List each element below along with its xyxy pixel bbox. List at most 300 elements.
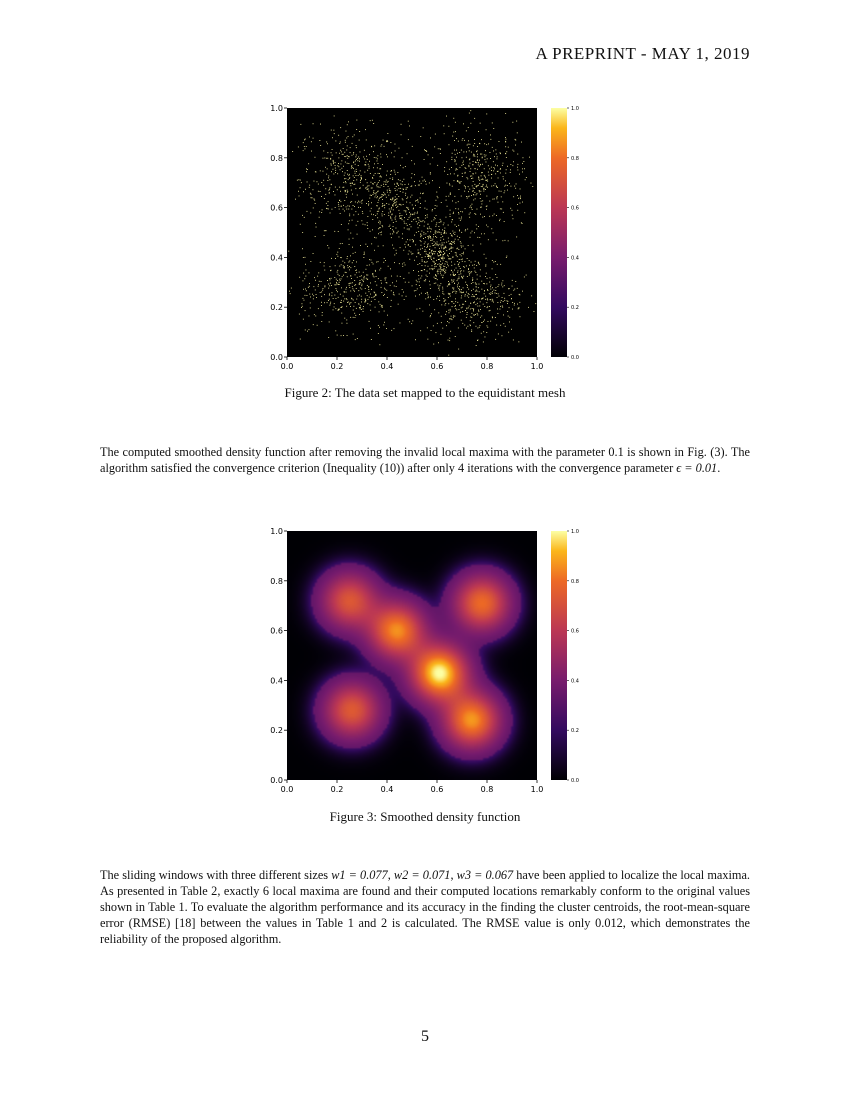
scatter-point xyxy=(470,325,471,326)
scatter-point xyxy=(290,293,291,294)
scatter-point xyxy=(485,150,486,151)
scatter-point xyxy=(339,275,340,276)
scatter-point xyxy=(435,208,436,209)
scatter-point xyxy=(322,315,323,316)
scatter-point xyxy=(436,245,437,246)
scatter-point xyxy=(505,137,506,138)
scatter-point xyxy=(512,210,513,211)
scatter-point xyxy=(384,207,385,208)
scatter-point xyxy=(303,150,304,151)
scatter-point xyxy=(421,183,422,184)
scatter-point xyxy=(427,246,428,247)
scatter-point xyxy=(440,254,441,255)
scatter-point xyxy=(391,290,392,291)
scatter-point xyxy=(455,305,456,306)
scatter-point xyxy=(448,284,449,285)
scatter-point xyxy=(471,262,472,263)
scatter-point xyxy=(352,182,353,183)
scatter-point xyxy=(344,175,345,176)
scatter-point xyxy=(442,257,443,258)
scatter-point xyxy=(476,224,477,225)
scatter-point xyxy=(356,175,357,176)
scatter-point xyxy=(440,273,441,274)
scatter-point xyxy=(428,243,429,244)
scatter-point xyxy=(499,191,500,192)
scatter-point xyxy=(473,188,474,189)
scatter-point xyxy=(463,287,464,288)
scatter-point xyxy=(389,226,390,227)
scatter-point xyxy=(477,313,478,314)
scatter-point xyxy=(473,195,474,196)
scatter-point xyxy=(424,234,425,235)
scatter-point xyxy=(420,236,421,237)
scatter-point xyxy=(433,251,434,252)
scatter-point xyxy=(511,298,512,299)
scatter-point xyxy=(439,266,440,267)
scatter-point xyxy=(343,335,344,336)
scatter-point xyxy=(385,182,386,183)
scatter-point xyxy=(474,188,475,189)
scatter-point xyxy=(456,138,457,139)
scatter-point xyxy=(420,233,421,234)
scatter-point xyxy=(371,182,372,183)
scatter-point xyxy=(522,163,523,164)
scatter-point xyxy=(452,247,453,248)
scatter-point xyxy=(393,232,394,233)
scatter-point xyxy=(342,243,343,244)
scatter-point xyxy=(367,170,368,171)
scatter-point xyxy=(418,202,419,203)
scatter-point xyxy=(473,308,474,309)
scatter-point xyxy=(446,311,447,312)
scatter-point xyxy=(490,299,491,300)
scatter-point xyxy=(318,286,319,287)
scatter-point xyxy=(453,315,454,316)
scatter-point xyxy=(406,202,407,203)
scatter-point xyxy=(442,291,443,292)
scatter-point xyxy=(487,325,488,326)
scatter-point xyxy=(400,180,401,181)
scatter-point xyxy=(342,171,343,172)
scatter-point xyxy=(349,214,350,215)
scatter-point xyxy=(416,284,417,285)
scatter-point xyxy=(344,292,345,293)
scatter-point xyxy=(318,184,319,185)
scatter-point xyxy=(313,253,314,254)
scatter-point xyxy=(382,211,383,212)
scatter-point xyxy=(364,254,365,255)
scatter-point xyxy=(396,199,397,200)
scatter-point xyxy=(460,211,461,212)
scatter-point xyxy=(454,264,455,265)
scatter-point xyxy=(313,324,314,325)
scatter-point xyxy=(431,313,432,314)
scatter-point xyxy=(306,270,307,271)
scatter-point xyxy=(336,279,337,280)
scatter-point xyxy=(305,310,306,311)
scatter-point xyxy=(349,287,350,288)
scatter-point xyxy=(347,299,348,300)
scatter-point xyxy=(465,229,466,230)
scatter-point xyxy=(451,265,452,266)
scatter-point xyxy=(376,185,377,186)
scatter-point xyxy=(338,204,339,205)
scatter-point xyxy=(348,223,349,224)
scatter-point xyxy=(400,184,401,185)
scatter-point xyxy=(378,333,379,334)
scatter-point xyxy=(291,288,292,289)
scatter-point xyxy=(411,252,412,253)
scatter-point xyxy=(320,191,321,192)
scatter-point xyxy=(439,187,440,188)
scatter-point xyxy=(335,308,336,309)
scatter-point xyxy=(465,301,466,302)
scatter-point xyxy=(335,330,336,331)
scatter-point xyxy=(318,308,319,309)
scatter-point xyxy=(321,302,322,303)
scatter-point xyxy=(443,269,444,270)
scatter-point xyxy=(410,197,411,198)
scatter-point xyxy=(456,309,457,310)
scatter-point xyxy=(395,205,396,206)
scatter-point xyxy=(330,213,331,214)
scatter-point xyxy=(437,296,438,297)
scatter-point xyxy=(314,277,315,278)
scatter-point xyxy=(390,234,391,235)
scatter-point xyxy=(492,123,493,124)
scatter-point xyxy=(449,249,450,250)
scatter-point xyxy=(373,297,374,298)
scatter-point xyxy=(459,237,460,238)
scatter-point xyxy=(313,138,314,139)
scatter-point xyxy=(421,235,422,236)
scatter-point xyxy=(456,255,457,256)
scatter-point xyxy=(304,278,305,279)
scatter-point xyxy=(360,276,361,277)
scatter-point xyxy=(384,205,385,206)
scatter-point xyxy=(346,138,347,139)
scatter-point xyxy=(356,147,357,148)
scatter-point xyxy=(498,284,499,285)
scatter-point xyxy=(332,137,333,138)
scatter-point xyxy=(457,176,458,177)
scatter-point xyxy=(335,170,336,171)
fig3-y-tick-label: 0.2 xyxy=(270,726,283,736)
scatter-point xyxy=(398,196,399,197)
scatter-point xyxy=(517,170,518,171)
scatter-point xyxy=(435,264,436,265)
scatter-point xyxy=(447,286,448,287)
scatter-point xyxy=(354,184,355,185)
scatter-point xyxy=(303,298,304,299)
scatter-point xyxy=(326,203,327,204)
scatter-point xyxy=(480,164,481,165)
scatter-point xyxy=(343,275,344,276)
scatter-point xyxy=(450,210,451,211)
scatter-point xyxy=(491,170,492,171)
scatter-point xyxy=(463,304,464,305)
scatter-point xyxy=(439,259,440,260)
scatter-point xyxy=(313,189,314,190)
scatter-point xyxy=(459,230,460,231)
scatter-point xyxy=(497,313,498,314)
scatter-point xyxy=(494,168,495,169)
scatter-point xyxy=(432,209,433,210)
scatter-point xyxy=(445,272,446,273)
scatter-point xyxy=(520,203,521,204)
scatter-point xyxy=(427,231,428,232)
scatter-point xyxy=(432,253,433,254)
scatter-point xyxy=(440,264,441,265)
scatter-point xyxy=(468,140,469,141)
scatter-point xyxy=(508,147,509,148)
scatter-point xyxy=(436,332,437,333)
scatter-point xyxy=(500,168,501,169)
scatter-point xyxy=(441,275,442,276)
scatter-point xyxy=(329,305,330,306)
scatter-point xyxy=(430,174,431,175)
scatter-point xyxy=(350,202,351,203)
scatter-point xyxy=(450,173,451,174)
scatter-point xyxy=(506,256,507,257)
scatter-point xyxy=(329,278,330,279)
scatter-point xyxy=(427,339,428,340)
scatter-point xyxy=(448,293,449,294)
scatter-point xyxy=(414,181,415,182)
scatter-point xyxy=(369,297,370,298)
scatter-point xyxy=(371,289,372,290)
scatter-point xyxy=(340,169,341,170)
scatter-point xyxy=(478,131,479,132)
scatter-point xyxy=(310,308,311,309)
scatter-point xyxy=(479,160,480,161)
scatter-point xyxy=(441,304,442,305)
scatter-point xyxy=(447,321,448,322)
scatter-point xyxy=(344,211,345,212)
scatter-point xyxy=(302,215,303,216)
scatter-point xyxy=(361,275,362,276)
scatter-point xyxy=(378,202,379,203)
scatter-point xyxy=(463,152,464,153)
scatter-point xyxy=(388,215,389,216)
scatter-point xyxy=(399,204,400,205)
scatter-point xyxy=(451,167,452,168)
scatter-point xyxy=(454,270,455,271)
scatter-point xyxy=(341,300,342,301)
scatter-point xyxy=(323,151,324,152)
scatter-point xyxy=(440,266,441,267)
scatter-point xyxy=(372,273,373,274)
scatter-point xyxy=(371,301,372,302)
scatter-point xyxy=(436,192,437,193)
scatter-point xyxy=(393,204,394,205)
scatter-point xyxy=(449,340,450,341)
scatter-point xyxy=(373,276,374,277)
scatter-point xyxy=(429,249,430,250)
scatter-point xyxy=(500,219,501,220)
scatter-point xyxy=(349,244,350,245)
scatter-point xyxy=(393,206,394,207)
scatter-point xyxy=(483,184,484,185)
scatter-point xyxy=(496,186,497,187)
scatter-point xyxy=(462,311,463,312)
scatter-point xyxy=(444,228,445,229)
scatter-point xyxy=(408,319,409,320)
scatter-point xyxy=(444,231,445,232)
scatter-point xyxy=(333,309,334,310)
scatter-point xyxy=(475,314,476,315)
scatter-point xyxy=(477,306,478,307)
scatter-point xyxy=(440,251,441,252)
scatter-point xyxy=(459,309,460,310)
scatter-point xyxy=(300,224,301,225)
scatter-point xyxy=(417,288,418,289)
scatter-point xyxy=(519,294,520,295)
scatter-point xyxy=(317,181,318,182)
scatter-point xyxy=(450,331,451,332)
scatter-point xyxy=(488,239,489,240)
scatter-point xyxy=(305,330,306,331)
scatter-point xyxy=(474,118,475,119)
scatter-point xyxy=(425,265,426,266)
scatter-point xyxy=(338,163,339,164)
scatter-point xyxy=(360,180,361,181)
scatter-point xyxy=(303,289,304,290)
scatter-point xyxy=(376,192,377,193)
scatter-point xyxy=(492,291,493,292)
scatter-point xyxy=(465,208,466,209)
scatter-point xyxy=(314,314,315,315)
scatter-point xyxy=(469,275,470,276)
scatter-point xyxy=(309,286,310,287)
para2-text-c: , which demonstrates the reliability of the proposed algorithm. xyxy=(100,916,750,946)
scatter-point xyxy=(502,240,503,241)
plot-area xyxy=(287,108,537,357)
scatter-point xyxy=(477,279,478,280)
scatter-point xyxy=(379,180,380,181)
scatter-point xyxy=(424,280,425,281)
scatter-point xyxy=(422,257,423,258)
scatter-point xyxy=(360,308,361,309)
scatter-point xyxy=(488,226,489,227)
scatter-point xyxy=(450,194,451,195)
scatter-point xyxy=(305,295,306,296)
scatter-point xyxy=(480,269,481,270)
scatter-point xyxy=(389,190,390,191)
scatter-point xyxy=(415,244,416,245)
scatter-point xyxy=(521,142,522,143)
scatter-point xyxy=(442,269,443,270)
fig2-y-tick-label: 0.8 xyxy=(270,153,283,163)
scatter-point xyxy=(422,311,423,312)
scatter-point xyxy=(354,266,355,267)
scatter-point xyxy=(497,187,498,188)
scatter-point xyxy=(313,286,314,287)
scatter-point xyxy=(419,294,420,295)
scatter-point xyxy=(475,173,476,174)
scatter-point xyxy=(378,222,379,223)
scatter-point xyxy=(298,147,299,148)
scatter-point xyxy=(336,298,337,299)
scatter-point xyxy=(373,175,374,176)
scatter-point xyxy=(468,147,469,148)
scatter-point xyxy=(522,172,523,173)
scatter-point xyxy=(376,195,377,196)
scatter-point xyxy=(337,270,338,271)
scatter-point xyxy=(346,306,347,307)
scatter-point xyxy=(447,183,448,184)
scatter-point xyxy=(512,309,513,310)
scatter-point xyxy=(446,267,447,268)
scatter-point xyxy=(455,122,456,123)
scatter-point xyxy=(435,278,436,279)
scatter-point xyxy=(327,152,328,153)
scatter-point xyxy=(492,317,493,318)
scatter-point xyxy=(394,295,395,296)
scatter-point xyxy=(390,142,391,143)
scatter-point xyxy=(419,285,420,286)
scatter-point xyxy=(477,315,478,316)
scatter-point xyxy=(343,209,344,210)
scatter-point xyxy=(447,262,448,263)
scatter-point xyxy=(481,281,482,282)
scatter-point xyxy=(361,203,362,204)
scatter-point xyxy=(475,271,476,272)
scatter-point xyxy=(468,127,469,128)
scatter-point xyxy=(400,276,401,277)
scatter-point xyxy=(348,175,349,176)
scatter-point xyxy=(517,288,518,289)
scatter-point xyxy=(379,221,380,222)
scatter-point xyxy=(426,150,427,151)
scatter-point xyxy=(473,173,474,174)
scatter-point xyxy=(498,286,499,287)
scatter-point xyxy=(347,190,348,191)
scatter-point xyxy=(316,294,317,295)
scatter-point xyxy=(359,282,360,283)
scatter-point xyxy=(479,306,480,307)
scatter-point xyxy=(409,229,410,230)
scatter-point xyxy=(327,180,328,181)
scatter-point xyxy=(484,168,485,169)
scatter-point xyxy=(381,177,382,178)
scatter-point xyxy=(402,295,403,296)
scatter-point xyxy=(456,164,457,165)
scatter-point xyxy=(452,201,453,202)
scatter-point xyxy=(455,306,456,307)
fig3-y-tick-label: 0.8 xyxy=(270,576,283,586)
scatter-point xyxy=(449,259,450,260)
scatter-point xyxy=(493,170,494,171)
scatter-point xyxy=(477,185,478,186)
scatter-point xyxy=(471,271,472,272)
scatter-point xyxy=(441,246,442,247)
para1-iterations: 4 xyxy=(457,461,465,475)
scatter-point xyxy=(447,264,448,265)
scatter-point xyxy=(333,130,334,131)
scatter-point xyxy=(405,166,406,167)
scatter-point xyxy=(485,176,486,177)
scatter-point xyxy=(440,283,441,284)
scatter-point xyxy=(354,206,355,207)
scatter-point xyxy=(424,159,425,160)
scatter-point xyxy=(454,150,455,151)
scatter-point xyxy=(336,290,337,291)
fig2-cbar-tick-label: 0.0 xyxy=(571,355,579,361)
scatter-point xyxy=(338,202,339,203)
scatter-point xyxy=(356,145,357,146)
scatter-point xyxy=(471,317,472,318)
